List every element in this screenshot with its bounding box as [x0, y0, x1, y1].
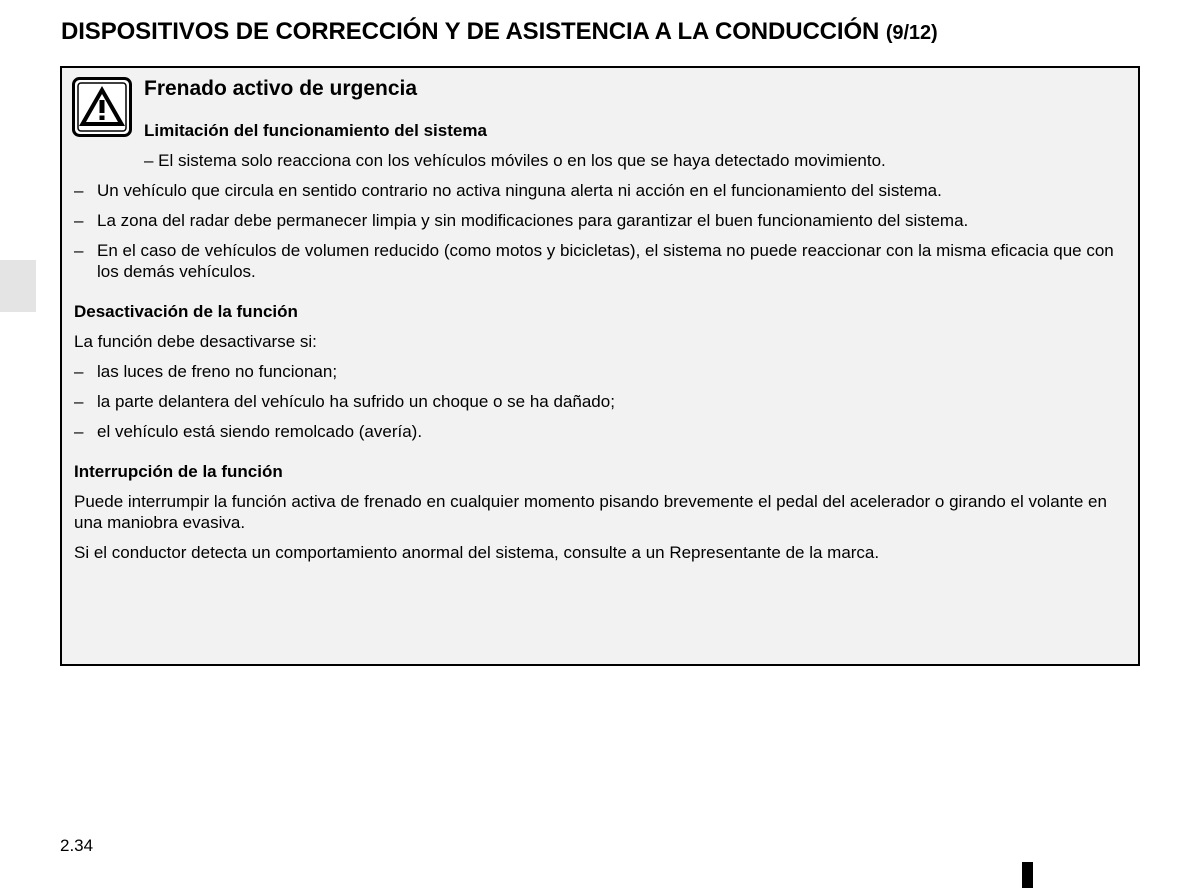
warning-content: [74, 120, 1128, 563]
interruption-paragraph: Si el conductor detecta un comportamiento anormal del sistema, consulte a un Representante de la marca.: [74, 543, 880, 562]
list-bullet: –: [74, 241, 84, 260]
page-title-text: DISPOSITIVOS DE CORRECCIÓN Y DE ASISTENCIA A LA CONDUCCIÓN: [61, 18, 880, 45]
list-bullet: –: [74, 392, 84, 411]
list-item: [74, 391, 1128, 412]
list-item-text: la parte delantera del vehículo ha sufrido un choque o se ha dañado;: [97, 392, 615, 411]
section-title-limitations: Limitación del funcionamiento del sistema: [144, 121, 487, 140]
list-item-text: La zona del radar debe permanecer limpia y sin modificaciones para garantizar el buen funcionamiento del sistema.: [97, 211, 969, 230]
list-item: [74, 210, 1128, 231]
list-item: [74, 240, 1128, 282]
page-counter: (9/12): [885, 22, 938, 44]
list-item: [74, 361, 1128, 382]
list-item-text: el vehículo está siendo remolcado (avería).: [97, 422, 423, 441]
chapter-side-tab: [0, 260, 36, 312]
list-bullet: –: [74, 422, 84, 441]
edge-marker: [1022, 862, 1033, 888]
list-bullet: –: [74, 362, 84, 381]
deactivation-intro: La función debe desactivarse si:: [74, 332, 317, 351]
page-number: 2.34: [60, 836, 94, 855]
page-title: [61, 18, 938, 46]
list-item-text: Un vehículo que circula en sentido contrario no activa ninguna alerta ni acción en el funcionamiento del sistema.: [97, 181, 942, 200]
list-bullet: –: [74, 181, 84, 200]
interruption-paragraph: Puede interrumpir la función activa de frenado en cualquier momento pisando brevemente el pedal del acelerador o girando el volante en una maniobra evasiva.: [74, 492, 1107, 532]
list-item-text: En el caso de vehículos de volumen reducido (como motos y bicicletas), el sistema no puede reaccionar con la misma eficacia que con los demás vehículos.: [97, 241, 1114, 281]
limitation-intro-item: – El sistema solo reacciona con los vehículos móviles o en los que se haya detectado movimiento.: [144, 151, 886, 170]
list-bullet: –: [74, 211, 84, 230]
list-item: [74, 180, 1128, 201]
list-item-text: las luces de freno no funcionan;: [97, 362, 338, 381]
warning-box: [60, 66, 1140, 666]
section-title-deactivation: Desactivación de la función: [74, 302, 298, 321]
section-title-interruption: Interrupción de la función: [74, 462, 283, 481]
warning-heading: Frenado activo de urgencia: [144, 77, 418, 100]
list-item: [74, 421, 1128, 442]
